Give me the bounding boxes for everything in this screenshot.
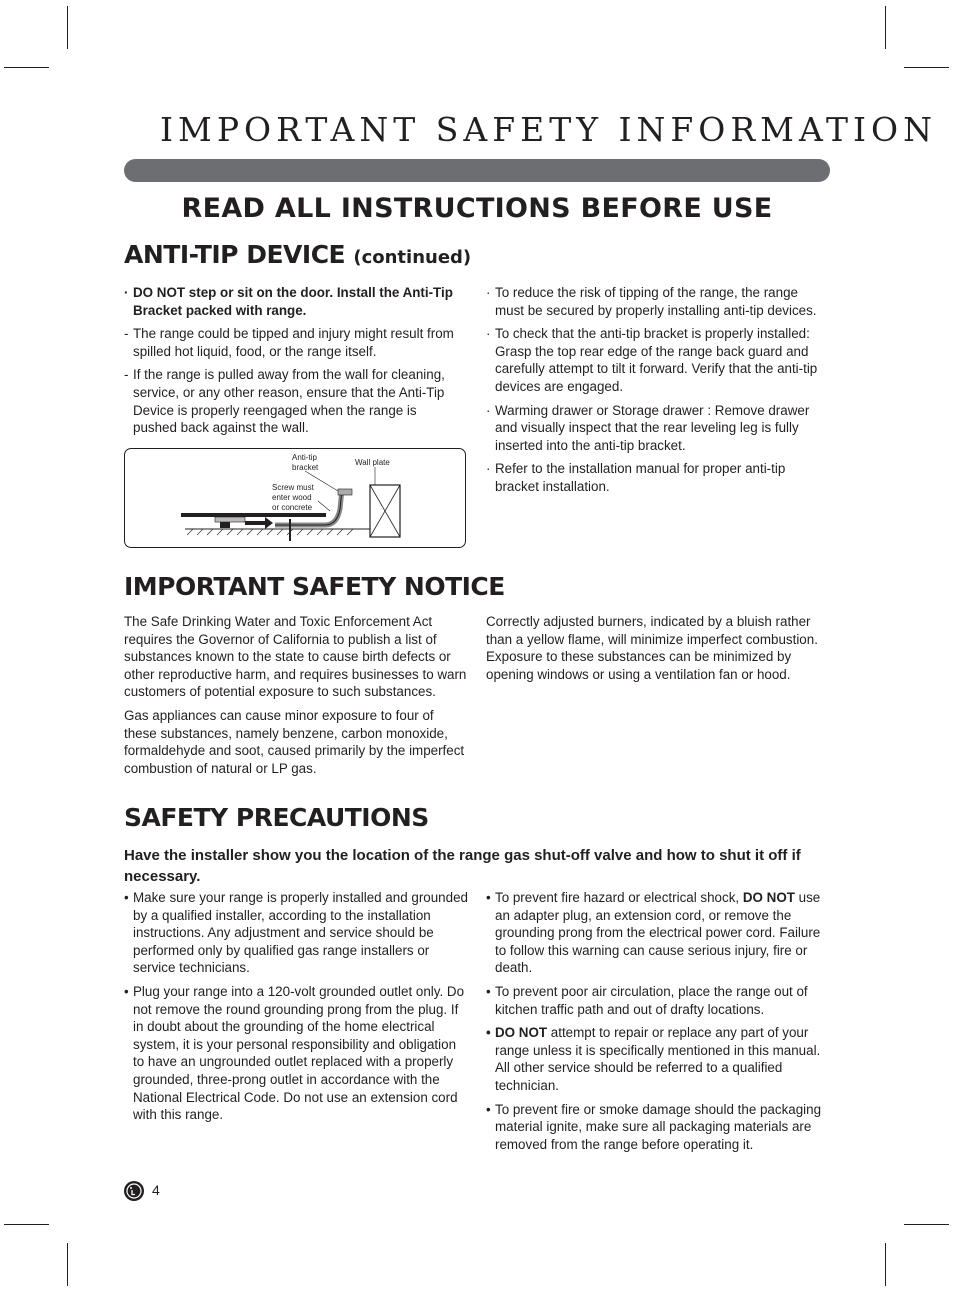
dash-item: [124, 325, 464, 360]
dash-item-text: If the range is pulled away from the wall for cleaning, service, or any other reason, ensure that the Anti-Tip Device is properly reengaged when the range is pushed back against the wall.: [133, 367, 445, 436]
list-item: [124, 889, 469, 977]
bullet-marker: ·: [124, 285, 129, 300]
bullet-marker: •: [124, 983, 129, 999]
crop-mark: [4, 67, 49, 68]
lg-logo-icon: [124, 1181, 144, 1201]
list-item-text: Plug your range into a 120-volt grounded outlet only. Do not remove the round grounding prong from the plug. If in doubt about the grounding of the home electrical system, it is your personal responsibility and obligation to have an ungrounded outlet replaced with a properly grounded, three-prong outlet in accordance with the National Electrical Code. Do not use an extension cord with this range.: [133, 983, 465, 1123]
bullet-marker: •: [486, 1101, 491, 1117]
crop-mark: [885, 1243, 886, 1286]
list-item-text: attempt to repair or replace any part of your range unless it is specifically mentioned in this manual. All other service should be referred to a qualified technician.: [495, 1025, 821, 1093]
list-item: [124, 983, 469, 1124]
notice-right-column: [486, 613, 826, 689]
list-item-text: use an adapter plug, an extension cord, or remove the grounding prong from the electrical power cord. Failure to follow this warning can cause serious injury, fire or death.: [495, 890, 821, 976]
page-number: 4: [152, 1182, 160, 1198]
list-item: [486, 402, 826, 455]
bullet-marker: •: [486, 1025, 491, 1041]
bullet-marker: •: [124, 890, 129, 905]
bracket-label-line2: bracket: [292, 463, 319, 472]
dash-item-text: The range could be tipped and injury might result from spilled hot liquid, food, or the range itself.: [133, 326, 454, 359]
lg-logo-mark: [124, 1181, 144, 1201]
bullet-marker: •: [486, 983, 491, 999]
screw-label-line3: or concrete: [272, 503, 313, 512]
dash-marker: -: [124, 367, 129, 383]
list-item-text: To reduce the risk of tipping of the range, the range must be secured by properly installing anti-tip devices.: [495, 285, 817, 318]
list-item-text: Warming drawer or Storage drawer : Remove drawer and visually inspect that the rear leveling leg is fully inserted into the anti-tip bracket.: [495, 402, 810, 453]
main-heading: READ ALL INSTRUCTIONS BEFORE USE: [181, 193, 773, 224]
dash-item: [124, 366, 464, 436]
do-not-emphasis: DO NOT: [495, 1025, 548, 1041]
notice-left-column: [124, 613, 469, 783]
list-item: [486, 983, 826, 1018]
precautions-left-column: [124, 889, 469, 1130]
bullet-marker: •: [486, 890, 491, 905]
do-not-emphasis: DO NOT: [742, 890, 795, 905]
crop-mark: [904, 1224, 949, 1225]
list-item-text: To prevent fire or smoke damage should the packaging material ignite, make sure all packaging materials are removed from the range before operating it.: [495, 1101, 822, 1152]
wall-plate-label: Wall plate: [355, 458, 390, 467]
bullet-marker: ·: [486, 461, 491, 477]
anti-tip-left-column: [124, 284, 464, 443]
bullet-marker: ·: [486, 402, 491, 418]
anti-tip-diagram: [124, 448, 466, 548]
list-item-text: To prevent poor air circulation, place the range out of kitchen traffic path and out of drafty locations.: [495, 983, 808, 1017]
anti-tip-heading-suffix: (continued): [353, 247, 472, 268]
crop-mark: [904, 67, 949, 68]
screw-label-line1: Screw must: [272, 483, 314, 492]
warning-text: DO NOT step or sit on the door. Install the Anti-Tip Bracket packed with range.: [133, 285, 453, 318]
list-item: [486, 1101, 826, 1154]
dash-marker: -: [124, 326, 129, 342]
list-item-text: Refer to the installation manual for proper anti-tip bracket installation.: [495, 461, 786, 494]
bullet-marker: ·: [486, 326, 491, 342]
list-item: [486, 325, 826, 395]
precautions-right-column: [486, 889, 826, 1159]
page-title: IMPORTANT SAFETY INFORMATION: [160, 110, 937, 149]
list-item: [486, 284, 826, 319]
precautions-heading: SAFETY PRECAUTIONS: [124, 803, 429, 832]
crop-mark: [4, 1224, 49, 1225]
warning-item: [124, 284, 464, 319]
notice-paragraph: Gas appliances can cause minor exposure to four of these substances, namely benzene, carbon monoxide, formaldehyde and soot, caused primarily by the imperfect combustion of natural or LP gas.: [124, 707, 465, 776]
bracket-label-line1: Anti-tip: [292, 453, 317, 462]
anti-tip-heading: [124, 240, 471, 269]
list-item: [486, 889, 826, 977]
notice-paragraph: The Safe Drinking Water and Toxic Enforcement Act requires the Governor of California to publish a list of substances known to the state to cause birth defects or other reproductive harm, and requires businesses to warn customers of potential exposure to such substances.: [124, 614, 467, 700]
notice-paragraph: Correctly adjusted burners, indicated by a bluish rather than a yellow flame, will minimize imperfect combustion. Exposure to these substances can be minimized by opening windows or using a ventilation fan or hood.: [486, 614, 818, 682]
bullet-marker: ·: [486, 285, 491, 300]
crop-mark: [67, 6, 68, 49]
crop-mark: [67, 1243, 68, 1286]
anti-tip-right-column: [486, 284, 826, 502]
screw-label-line2: enter wood: [272, 493, 312, 502]
list-item: [486, 1024, 826, 1094]
list-item: [486, 460, 826, 495]
anti-tip-heading-text: ANTI-TIP DEVICE: [124, 240, 346, 269]
list-item-text: Make sure your range is properly installed and grounded by a qualified installer, according to the installation instructions. Any adjustment and service should be performed only by qualified gas range installers or service technicians.: [133, 890, 468, 976]
list-item-text: To check that the anti-tip bracket is properly installed: Grasp the top rear edge of the range back guard and carefully attempt to tilt it forward. Verify that the anti-tip devices are engaged.: [495, 326, 818, 394]
crop-mark: [885, 6, 886, 49]
notice-heading: IMPORTANT SAFETY NOTICE: [124, 572, 505, 601]
precautions-subheading: Have the installer show you the location of the range gas shut-off valve and how to shut it off if necessary.: [124, 847, 801, 885]
title-bar: [124, 159, 830, 182]
list-item-text: To prevent fire hazard or electrical shock,: [495, 890, 743, 905]
anti-tip-illustration: [125, 449, 465, 547]
